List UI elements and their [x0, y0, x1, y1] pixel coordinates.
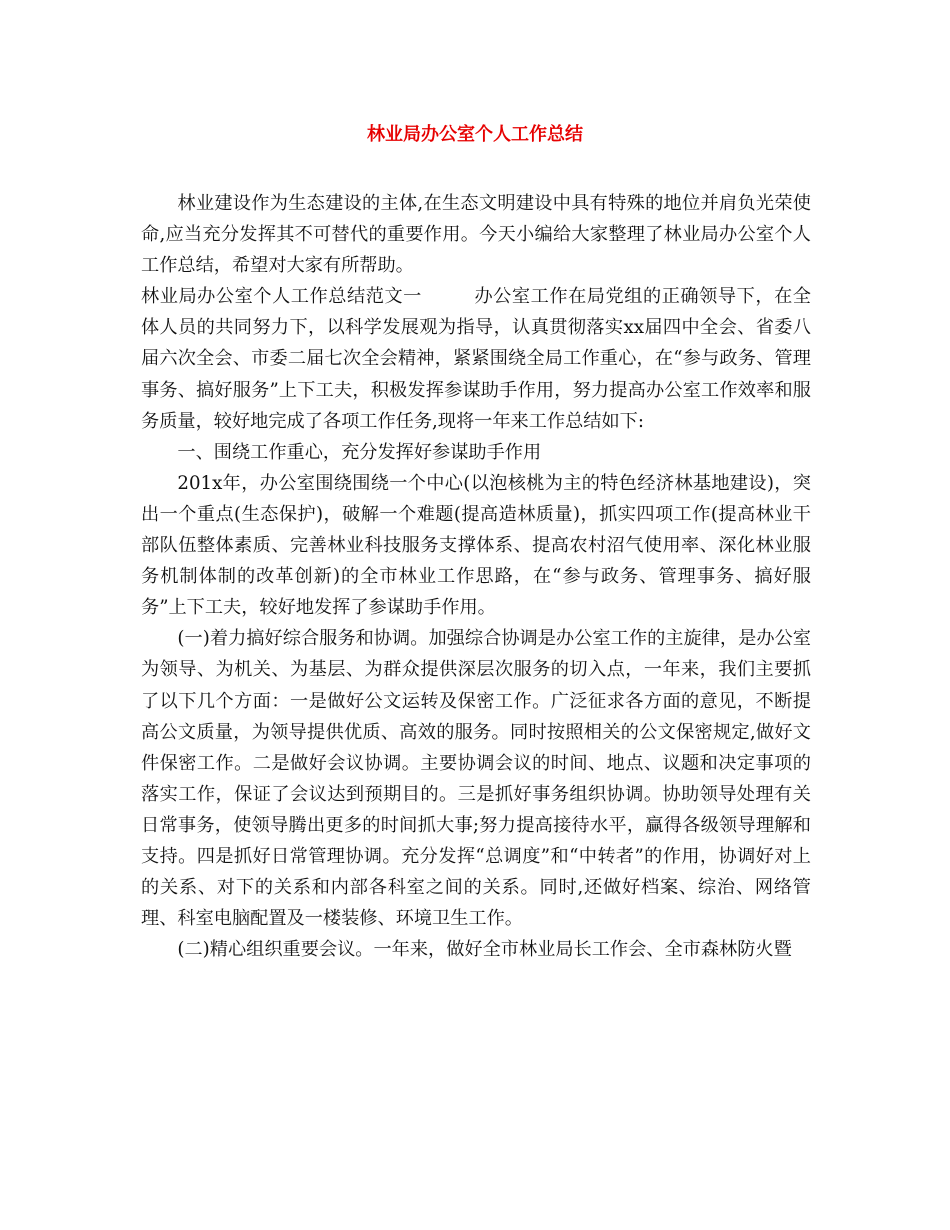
section-text: 办公室工作在局党组的正确领导下，在全体人员的共同努力下，以科学发展观为指导，认真贯彻落实xx届四中全会、省委八届六次全会、市委二届七次全会精神，紧紧围绕全局工作重心，在“参与政务、管理事务、搞好服务”上下工夫，积极发挥参谋助手作用，努力提高办公室工作效率和服务质量，较好地完成了各项工作任务,现将一年来工作总结如下:	[141, 286, 811, 432]
paragraph-coordination: (一)着力搞好综合服务和协调。加强综合协调是办公室工作的主旋律，是办公室为领导、为机关、为基层、为群众提供深层次服务的切入点，一年来，我们主要抓了以下几个方面：一是做好公文运转及保密工作。广泛征求各方面的意见，不断提高公文质量，为领导提供优质、高效的服务。同时按照相关的公文保密规定,做好文件保密工作。二是做好会议协调。主要协调会议的时间、地点、议题和决定事项的落实工作，保证了会议达到预期目的。三是抓好事务组织协调。协助领导处理有关日常事务，使领导腾出更多的时间抓大事;努力提高接待水平，赢得各级领导理解和支持。四是抓好日常管理协调。充分发挥“总调度”和“中转者”的作用，协调好对上的关系、对下的关系和内部各科室之间的关系。同时,还做好档案、综治、网络管理、科室电脑配置及一楼装修、环境卫生工作。	[141, 628, 811, 930]
document-body	[141, 188, 811, 965]
document-title: 林业局办公室个人工作总结	[367, 124, 583, 145]
paragraph-intro: 林业建设作为生态建设的主体,在生态文明建设中具有特殊的地位并肩负光荣使命,应当充分发挥其不可替代的重要作用。今天小编给大家整理了林业局办公室个人工作总结，希望对大家有所帮助。	[141, 193, 811, 277]
section-heading: 林业局办公室个人工作总结范文一	[141, 286, 422, 308]
paragraph-work-ideas: 201x年，办公室围绕围绕一个中心(以泡核桃为主的特色经济林基地建设)，突出一个重点(生态保护)，破解一个难题(提高造林质量)，抓实四项工作(提高林业干部队伍整体素质、完善林业科技服务支撑体系、提高农村沼气使用率、深化林业服务机制体制的改革创新)的全市林业工作思路，在“参与政务、管理事务、搞好服务”上下工夫，较好地发挥了参谋助手作用。	[141, 472, 811, 619]
paragraph-section-one	[141, 281, 811, 436]
paragraph-meetings: (二)精心组织重要会议。一年来，做好全市林业局长工作会、全市森林防火暨	[177, 939, 792, 961]
paragraph-subheading-one: 一、围绕工作重心，充分发挥好参谋助手作用	[177, 441, 542, 463]
